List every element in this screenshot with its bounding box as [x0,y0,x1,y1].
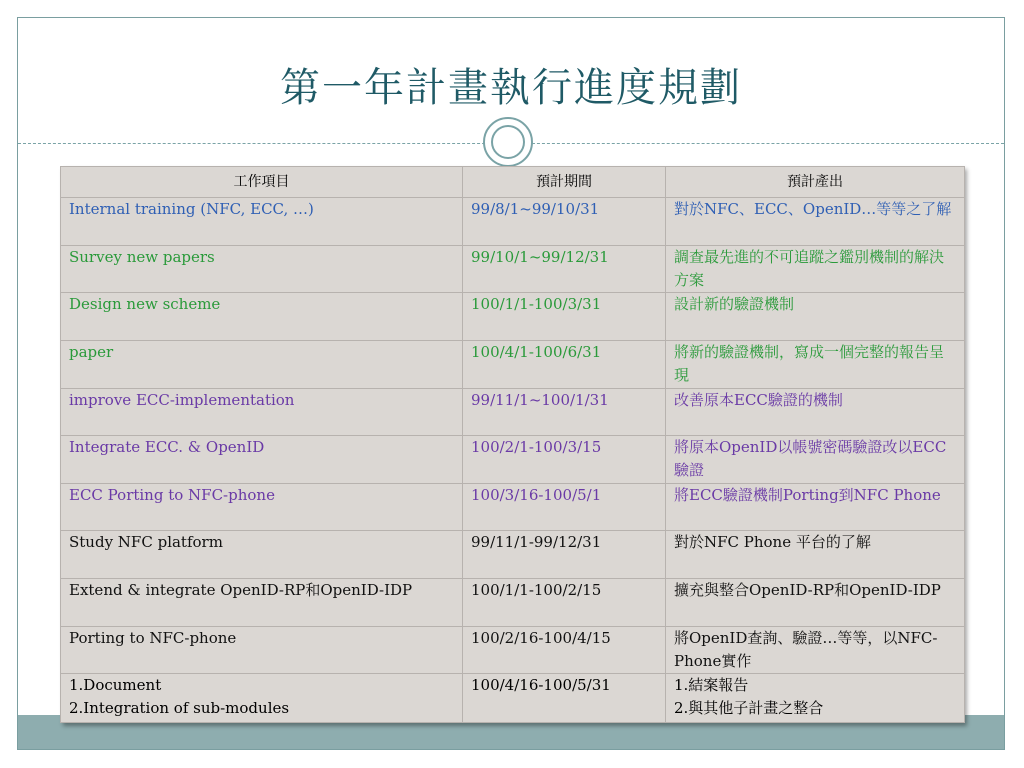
period-cell: 99/8/1~99/10/31 [463,198,666,246]
output-cell: 設計新的驗證機制 [666,293,965,341]
task-cell: Extend & integrate OpenID-RP和OpenID-IDP [61,579,463,627]
output-cell: 改善原本ECC驗證的機制 [666,388,965,436]
task-cell: Porting to NFC-phone [61,626,463,674]
table-header-row [61,167,965,198]
task-cell: Integrate ECC. & OpenID [61,436,463,484]
table-row [61,531,965,579]
task-cell [61,674,463,723]
period-cell: 99/11/1~100/1/31 [463,388,666,436]
table-row [61,388,965,436]
table-row [61,579,965,627]
task-line: 1.Document [69,676,162,695]
task-cell: Study NFC platform [61,531,463,579]
period-cell: 100/4/16-100/5/31 [463,674,666,723]
period-cell: 100/1/1-100/3/31 [463,293,666,341]
table-row [61,483,965,531]
table-row [61,245,965,293]
table-row [61,293,965,341]
output-cell: 調查最先進的不可追蹤之鑑別機制的解決方案 [666,245,965,293]
output-cell: 對於NFC、ECC、OpenID…等等之了解 [666,198,965,246]
schedule-table [60,166,965,723]
header-output: 預計產出 [666,167,965,198]
task-cell: ECC Porting to NFC-phone [61,483,463,531]
task-cell: Internal training (NFC, ECC, …) [61,198,463,246]
table-row [61,436,965,484]
task-cell: Design new scheme [61,293,463,341]
output-cell: 將ECC驗證機制Porting到NFC Phone [666,483,965,531]
task-cell: improve ECC-implementation [61,388,463,436]
task-line: 2.Integration of sub-modules [69,699,290,718]
output-cell: 將原本OpenID以帳號密碼驗證改以ECC驗證 [666,436,965,484]
output-cell: 對於NFC Phone 平台的了解 [666,531,965,579]
output-cell: 將新的驗證機制，寫成一個完整的報告呈現 [666,340,965,388]
task-cell: paper [61,340,463,388]
period-cell: 100/2/1-100/3/15 [463,436,666,484]
output-cell [666,674,965,723]
output-cell: 將OpenID查詢、驗證…等等，以NFC-Phone實作 [666,626,965,674]
header-period: 預計期間 [463,167,666,198]
output-cell: 擴充與整合OpenID-RP和OpenID-IDP [666,579,965,627]
slide-title: 第一年計畫執行進度規劃 [280,65,742,111]
output-line: 1.結案報告 [674,676,749,695]
table-row [61,626,965,674]
header-task: 工作項目 [61,167,463,198]
period-cell: 99/10/1~99/12/31 [463,245,666,293]
period-cell: 99/11/1-99/12/31 [463,531,666,579]
period-cell: 100/3/16-100/5/1 [463,483,666,531]
output-line: 2.與其他子計畫之整合 [674,699,824,718]
table-row-final [61,674,965,723]
table-row [61,198,965,246]
schedule-table-wrap [60,166,964,723]
period-cell: 100/4/1-100/6/31 [463,340,666,388]
task-cell: Survey new papers [61,245,463,293]
period-cell: 100/1/1-100/2/15 [463,579,666,627]
circle-ornament-icon [483,117,533,167]
period-cell: 100/2/16-100/4/15 [463,626,666,674]
table-row [61,340,965,388]
